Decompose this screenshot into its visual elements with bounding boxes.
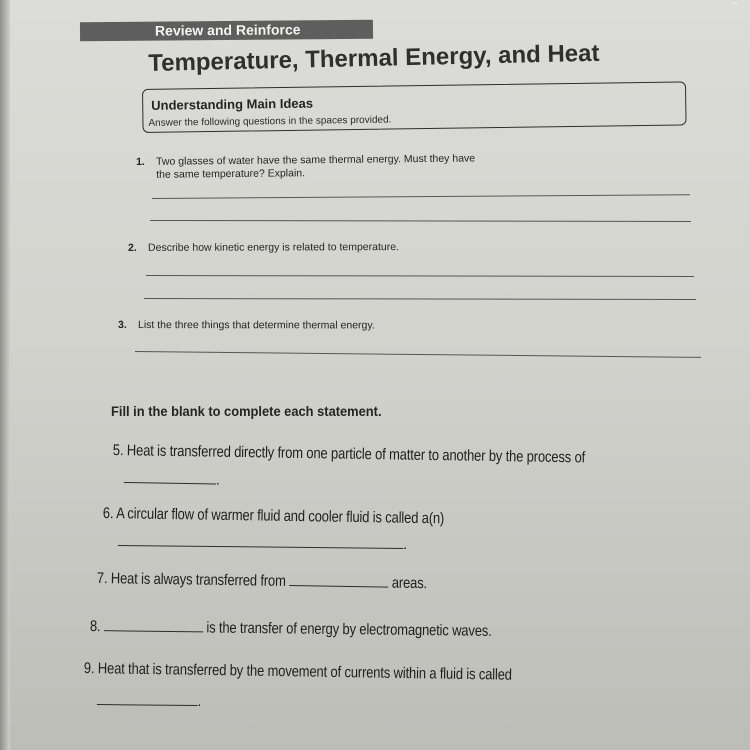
statement-text-end: areas. bbox=[391, 574, 428, 593]
blank-input[interactable] bbox=[118, 531, 404, 549]
main-ideas-instruction: Answer the following questions in the spaces provided. bbox=[148, 114, 392, 129]
statement-number: 5. bbox=[112, 442, 124, 460]
blank-input[interactable] bbox=[289, 571, 388, 588]
blank-input[interactable] bbox=[97, 690, 198, 706]
statement-8 bbox=[90, 616, 492, 641]
statement-text-end: is the transfer of energy by electromagnetic waves. bbox=[206, 619, 492, 640]
statement-text: Heat is transferred directly from one particle of matter to another by the process of bbox=[126, 442, 586, 467]
answer-line[interactable] bbox=[152, 194, 690, 199]
question-1 bbox=[136, 152, 475, 182]
question-text: List the three things that determine thermal energy. bbox=[137, 319, 375, 332]
question-text: Two glasses of water have the same thermal energy. Must they have bbox=[155, 152, 476, 168]
fill-in-heading: Fill in the blank to complete each statement. bbox=[111, 403, 382, 419]
statement-6-blank-row bbox=[118, 531, 407, 554]
statement-text-end: . bbox=[216, 471, 220, 489]
blank-input[interactable] bbox=[104, 616, 203, 632]
statement-text-end: . bbox=[197, 693, 202, 711]
statement-9 bbox=[84, 660, 512, 685]
statement-text-end: . bbox=[403, 535, 408, 554]
statement-text: Heat that is transferred by the movement of currents within a fluid is called bbox=[97, 660, 512, 684]
statement-number: 8. bbox=[89, 617, 101, 636]
statement-5-blank-row bbox=[124, 468, 220, 490]
question-number: 1. bbox=[136, 155, 145, 168]
statement-text: Heat is always transferred from bbox=[110, 570, 286, 590]
statement-number: 6. bbox=[102, 505, 114, 523]
main-ideas-heading: Understanding Main Ideas bbox=[151, 95, 314, 113]
statement-7 bbox=[97, 568, 427, 593]
answer-line[interactable] bbox=[144, 298, 696, 300]
page-edge-shadow bbox=[0, 0, 10, 750]
statement-9-blank-row bbox=[97, 690, 201, 711]
question-3 bbox=[118, 319, 375, 332]
main-ideas-box bbox=[142, 81, 687, 133]
answer-line[interactable] bbox=[150, 220, 691, 222]
question-number: 2. bbox=[128, 241, 137, 254]
question-2 bbox=[128, 241, 399, 255]
question-text: Describe how kinetic energy is related to temperature. bbox=[147, 241, 400, 254]
question-number: 3. bbox=[117, 319, 127, 332]
page-title: Temperature, Thermal Energy, and Heat bbox=[148, 39, 600, 77]
section-band: Review and Reinforce bbox=[80, 20, 373, 42]
statement-number: 9. bbox=[83, 660, 95, 678]
page-corner-mark: ⌃ bbox=[730, 1, 740, 13]
statement-number: 7. bbox=[96, 569, 108, 588]
statement-text: A circular flow of warmer fluid and cooler fluid is called a(n) bbox=[116, 505, 445, 528]
statement-6 bbox=[103, 505, 445, 528]
question-text-continued: the same temperature? Explain. bbox=[156, 167, 306, 181]
statement-5 bbox=[113, 442, 585, 467]
blank-input[interactable] bbox=[124, 468, 217, 484]
answer-line[interactable] bbox=[146, 275, 694, 277]
answer-line[interactable] bbox=[135, 351, 701, 358]
